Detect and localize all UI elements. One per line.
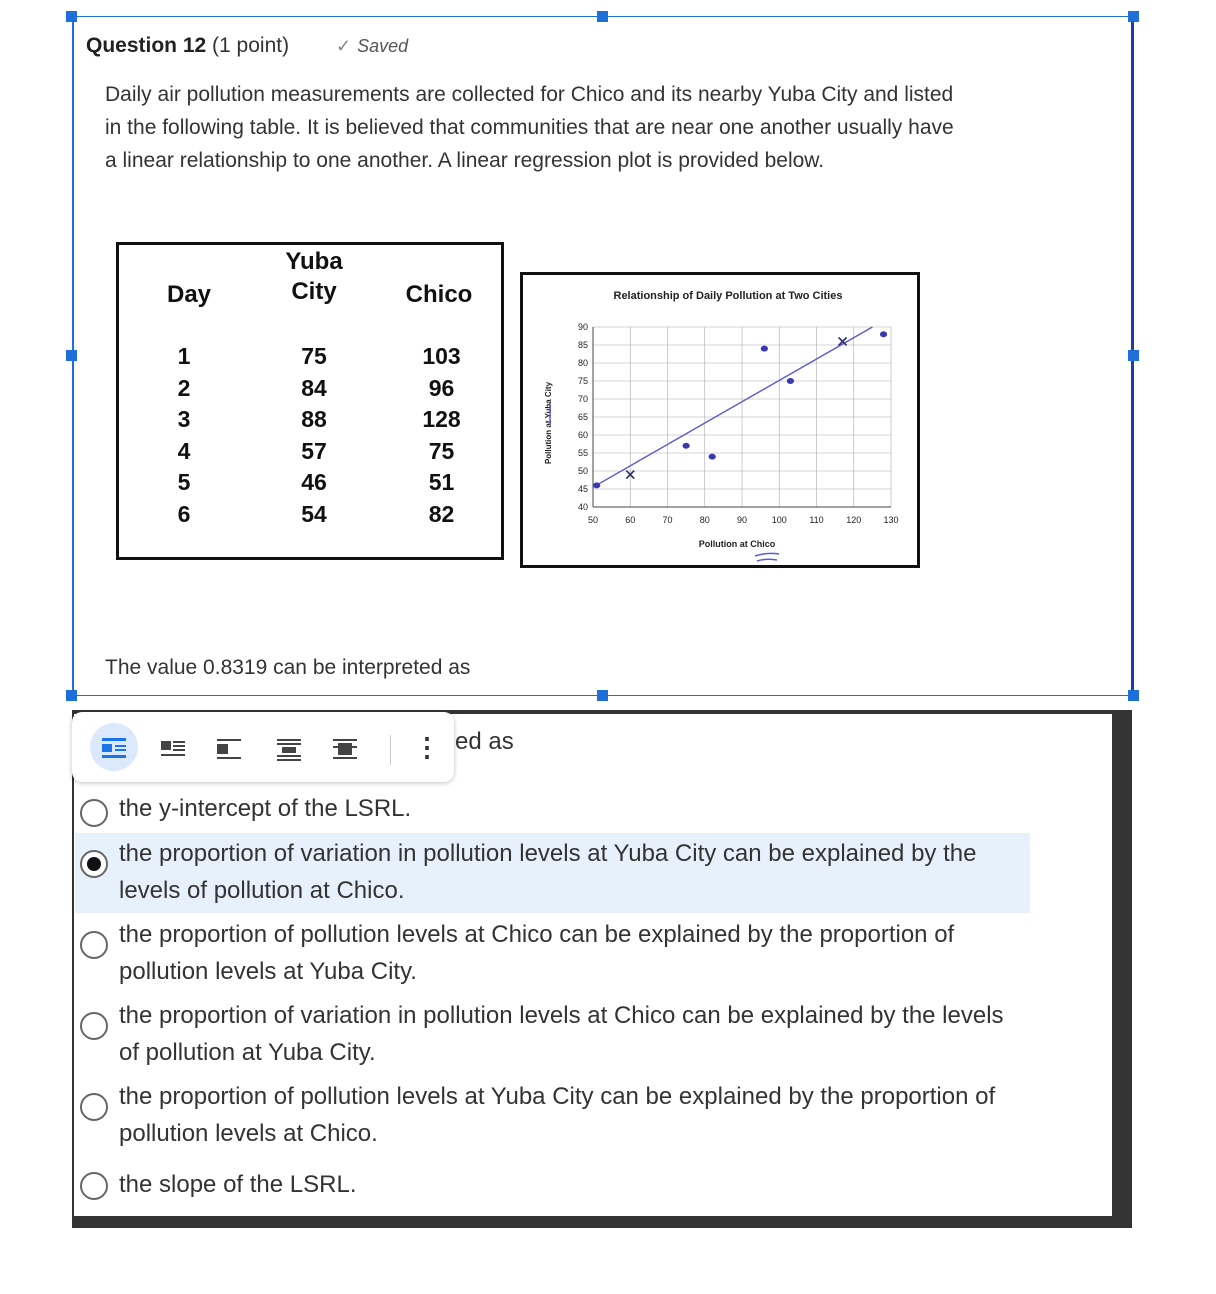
toolbar-separator [390, 735, 391, 765]
partial-text: ed as [455, 728, 514, 755]
answer-option[interactable] [80, 790, 1020, 828]
day-column [159, 341, 209, 530]
radio-button[interactable] [80, 799, 108, 827]
header-day: Day [166, 281, 212, 308]
data-point [593, 482, 600, 488]
alignment-toolbar [72, 712, 454, 782]
option-label: the proportion of variation in pollution levels at Yuba City can be explained by the levels of pollution at Chico. [119, 840, 977, 904]
resize-handle-left[interactable] [66, 350, 77, 361]
radio-button[interactable] [80, 1172, 108, 1200]
underline-mark [757, 559, 777, 561]
align-inline-button[interactable] [90, 723, 138, 771]
x-tick-label: 110 [809, 515, 824, 525]
wrap-left-icon [158, 734, 188, 764]
option-label: the slope of the LSRL. [119, 1171, 357, 1198]
answer-option[interactable] [80, 1078, 1020, 1156]
x-tick-label: 70 [662, 515, 673, 525]
question-points: (1 point) [212, 34, 290, 57]
chart-grid [578, 322, 899, 525]
data-point [683, 443, 690, 449]
x-tick-label: 50 [587, 515, 599, 525]
resize-handle-top-left[interactable] [66, 11, 77, 22]
chart-title: Relationship of Daily Pollution at Two Cities [613, 290, 843, 302]
y-tick-label: 55 [577, 448, 588, 458]
resize-handle-top[interactable] [597, 11, 608, 22]
radio-button[interactable] [80, 931, 108, 959]
chico-cell: 82 [428, 500, 455, 527]
align-inline-icon [90, 723, 138, 771]
saved-status [336, 36, 408, 57]
header-yuba-line2: City [291, 278, 337, 305]
yuba-cell: 75 [301, 343, 327, 369]
data-point [709, 454, 716, 460]
x-tick-label: 80 [699, 515, 710, 525]
header-chico: Chico [405, 281, 473, 308]
radio-button[interactable] [80, 1012, 108, 1040]
option-label: the proportion of pollution levels at Yuba City can be explained by the proportion of pollution levels at Chico. [119, 1083, 996, 1147]
y-tick-label: 75 [577, 376, 588, 386]
day-cell: 3 [177, 406, 191, 432]
y-tick-label: 85 [577, 340, 588, 350]
yuba-cell: 46 [301, 469, 327, 495]
answer-option[interactable] [80, 1166, 1020, 1204]
answer-option[interactable] [80, 916, 1020, 994]
y-axis-label: Pollution at Yuba City [544, 381, 553, 465]
x-axis-label: Pollution at Chico [698, 539, 776, 549]
day-cell: 6 [177, 500, 191, 527]
align-center-button[interactable] [274, 734, 304, 764]
resize-handle-right[interactable] [1128, 350, 1139, 361]
day-cell: 2 [177, 374, 191, 401]
data-point [880, 331, 887, 337]
yuba-cell: 57 [301, 437, 327, 464]
underline-mark [755, 553, 779, 556]
y-tick-label: 70 [577, 394, 588, 404]
saved-label: Saved [357, 36, 409, 56]
answer-option-selected[interactable] [75, 833, 1030, 913]
day-cell: 1 [177, 343, 191, 369]
align-wrap-left-button[interactable] [158, 734, 188, 764]
yuba-column [279, 341, 349, 530]
y-tick-label: 40 [577, 502, 588, 512]
scatter-plot-svg [523, 275, 917, 565]
resize-handle-bottom-left[interactable] [66, 690, 77, 701]
resize-handle-bottom-right[interactable] [1128, 690, 1139, 701]
option-label: the proportion of variation in pollution levels at Chico can be explained by the levels of pollution at Yuba City. [119, 1002, 1004, 1066]
y-tick-label: 90 [577, 322, 588, 332]
interpretation-text: The value 0.8319 can be interpreted as [105, 656, 471, 679]
chico-cell: 75 [428, 437, 455, 464]
answer-option[interactable] [80, 997, 1020, 1075]
y-tick-label: 50 [577, 466, 588, 476]
yuba-cell: 84 [301, 374, 327, 401]
x-tick-label: 100 [771, 515, 787, 525]
x-tick-label: 120 [846, 515, 862, 525]
x-tick-label: 60 [625, 515, 636, 525]
question-header [86, 34, 289, 58]
behind-text-icon [330, 734, 360, 764]
yuba-cell: 54 [301, 500, 327, 527]
y-tick-label: 65 [577, 412, 588, 422]
chart-marks [593, 327, 887, 488]
yuba-cell: 88 [301, 406, 327, 432]
align-behind-button[interactable] [330, 734, 360, 764]
chico-column [404, 341, 479, 530]
chico-cell: 96 [428, 374, 455, 401]
scatter-plot [520, 272, 920, 568]
resize-handle-bottom[interactable] [597, 690, 608, 701]
data-point [787, 378, 794, 384]
data-table [116, 242, 504, 560]
check-icon: ✓ [336, 36, 352, 56]
question-title: Question 12 [86, 34, 207, 57]
align-break-button[interactable] [214, 734, 244, 764]
option-label: the proportion of pollution levels at Chico can be explained by the proportion of pollution levels at Yuba City. [119, 921, 955, 985]
day-cell: 4 [177, 437, 191, 464]
chico-cell: 128 [422, 406, 461, 432]
center-text-icon [274, 734, 304, 764]
x-tick-label: 130 [883, 515, 899, 525]
resize-handle-top-right[interactable] [1128, 11, 1139, 22]
header-yuba-line1: Yuba [285, 248, 343, 275]
header-yuba [269, 247, 359, 307]
chico-cell: 103 [422, 343, 461, 369]
regression-line [593, 327, 872, 487]
option-label: the y-intercept of the LSRL. [119, 795, 412, 822]
radio-button[interactable] [80, 1093, 108, 1121]
day-cell: 5 [177, 469, 191, 495]
x-tick-label: 90 [736, 515, 748, 525]
radio-button-selected[interactable] [80, 850, 108, 878]
data-point [761, 346, 768, 352]
y-tick-label: 60 [577, 430, 588, 440]
more-options-icon[interactable]: ⋮ [414, 732, 440, 762]
y-tick-label: 45 [577, 484, 588, 494]
question-prompt: Daily air pollution measurements are collected for Chico and its nearby Yuba City and listed in the following table. It is believed that communities that are near one another usually have a linear relationship to one another. A linear regression plot is provided below. [105, 83, 954, 172]
chico-cell: 51 [428, 469, 455, 495]
y-tick-label: 80 [577, 358, 588, 368]
break-text-icon [214, 734, 244, 764]
